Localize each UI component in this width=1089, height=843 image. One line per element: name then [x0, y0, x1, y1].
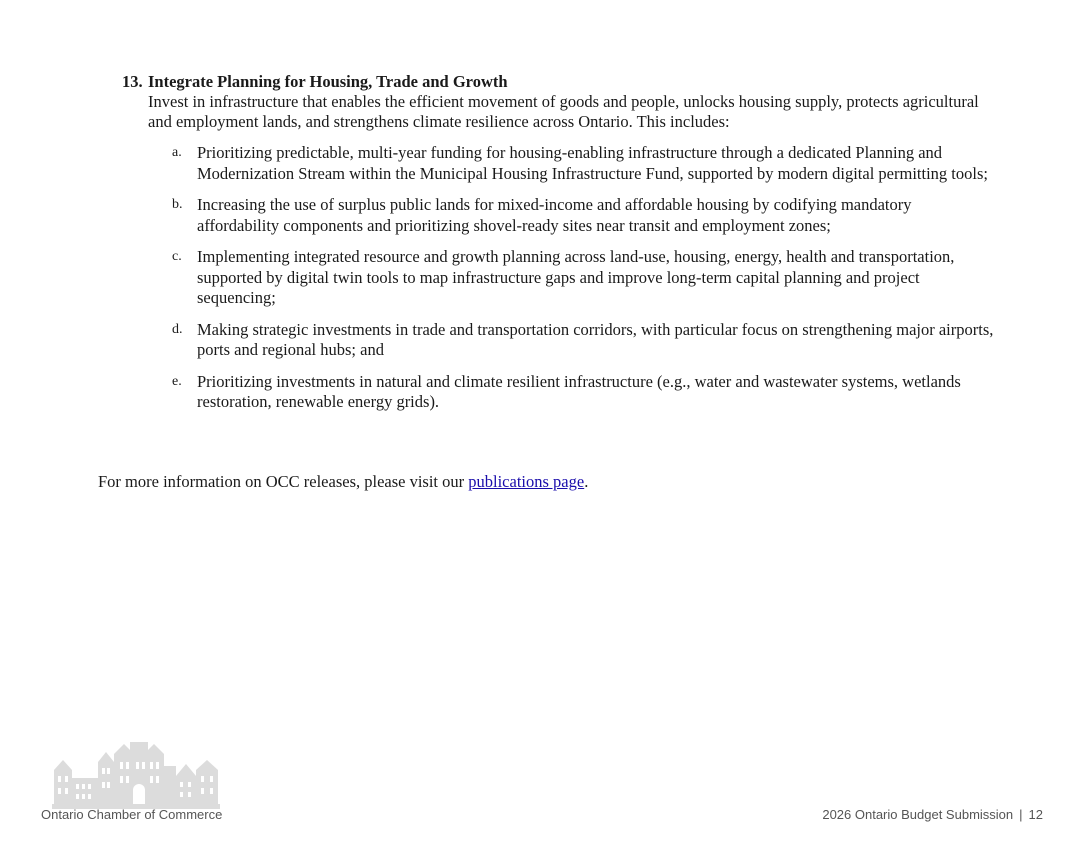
recommendation-items [122, 143, 1002, 413]
list-item-text: Increasing the use of surplus public lands for mixed-income and affordable housing by codifying mandatory affordability components and prioritizing shovel-ready sites near transit and employment zones; [197, 195, 912, 235]
recommendation-title: Integrate Planning for Housing, Trade and Growth [148, 72, 508, 91]
footer-separator: | [1019, 807, 1023, 822]
page-number: 12 [1028, 807, 1043, 822]
legislative-building-icon [50, 740, 222, 810]
recommendation-number: 13. [122, 72, 143, 91]
recommendation-13 [122, 72, 1002, 424]
list-item-text: Prioritizing predictable, multi-year funding for housing-enabling infrastructure through a dedicated Planning and Modernization Stream within the Municipal Housing Infrastructure Fund, supported by modern digital permitting tools; [197, 143, 988, 183]
more-info-line [98, 472, 588, 492]
list-item [122, 372, 997, 413]
list-item-letter: a. [172, 145, 182, 160]
publications-page-link[interactable]: publications page [468, 472, 585, 491]
list-item [122, 195, 997, 236]
list-item-letter: e. [172, 373, 182, 389]
list-item [122, 247, 997, 309]
list-item [122, 143, 997, 184]
page-footer [822, 807, 1043, 822]
recommendation-intro: Invest in infrastructure that enables the efficient movement of goods and people, unlocks housing supply, protects agricultural and employment lands, and strengthens climate resilience across Ontario. This includes: [148, 92, 979, 131]
recommendation-heading [122, 72, 1002, 92]
more-info-prefix: For more information on OCC releases, please visit our [98, 472, 469, 491]
list-item-letter: c. [172, 249, 182, 264]
list-item-letter: b. [172, 197, 183, 212]
list-item-text: Making strategic investments in trade and transportation corridors, with particular focus on strengthening major airports, ports and regional hubs; and [197, 319, 994, 359]
list-item [122, 320, 997, 361]
list-item-text: Implementing integrated resource and growth planning across land-use, housing, energy, health and transportation, supported by digital twin tools to map infrastructure gaps and improve long-term capital planning and project sequencing; [197, 247, 955, 307]
document-title: 2026 Ontario Budget Submission [822, 807, 1014, 822]
organization-name: Ontario Chamber of Commerce [41, 807, 223, 822]
list-item-text: Prioritizing investments in natural and climate resilient infrastructure (e.g., water and wastewater systems, wetlands restoration, renewable energy grids). [197, 371, 961, 411]
list-item-letter: d. [172, 321, 183, 337]
more-info-suffix: . [584, 472, 589, 491]
